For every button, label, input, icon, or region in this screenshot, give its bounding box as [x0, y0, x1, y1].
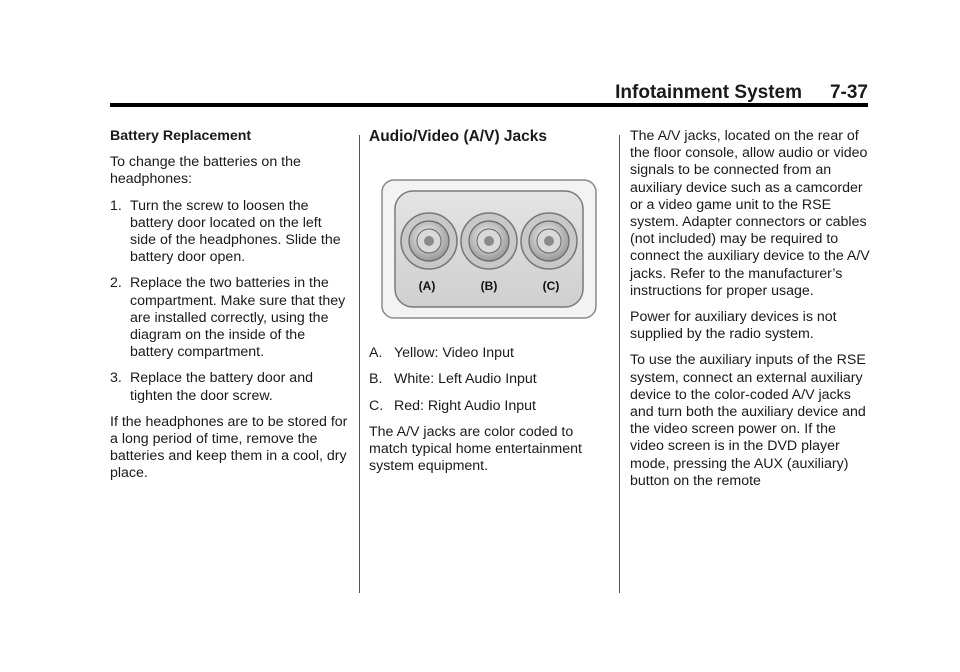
header-section-title: Infotainment System [615, 82, 802, 103]
closing-paragraph: If the headphones are to be stored for a long period of time, remove the batteries and keep them in a cool, dry place. [110, 413, 348, 482]
av-jacks-description: The A/V jacks, located on the rear of the floor console, allow audio or video signals to be connected from an auxiliary device such as a camcorder or a video game unit to the RSE system. Adapter connectors or cables (not included) may be required to connect the auxiliary device to the A/V jacks. Refer to the manufacturer’s instructions for proper usage. [630, 128, 870, 299]
header-page-number: 7-37 [829, 82, 868, 103]
legend-text: White: Left Audio Input [394, 371, 537, 388]
legend-text: Red: Right Audio Input [394, 397, 536, 414]
power-note: Power for auxiliary devices is not supplied by the radio system. [630, 309, 837, 343]
column-left [110, 128, 350, 492]
column-middle [369, 128, 607, 484]
step-item [110, 198, 350, 267]
step-text: Replace the two batteries in the compartment. Make sure that they are installed correctly, using the diagram on the inside of the battery compartment. [130, 275, 346, 361]
color-coded-paragraph: The A/V jacks are color coded to match typical home entertainment system equipment. [369, 423, 582, 475]
page-header [110, 82, 868, 104]
step-number: 3. [110, 370, 122, 387]
intro-paragraph: To change the batteries on the headphones: [110, 154, 301, 188]
jack-label-a: (A) [418, 279, 436, 294]
legend-label: A. [369, 345, 383, 362]
jack-label-b: (B) [480, 279, 498, 294]
jack-c-icon [521, 213, 577, 269]
jack-a-icon [401, 213, 457, 269]
legend-item [369, 371, 607, 388]
column-divider-right [619, 135, 620, 593]
aux-usage-paragraph: To use the auxiliary inputs of the RSE system, connect an external auxiliary device to the color-coded A/V jacks and turn both the auxiliary device and the video screen power on. If the video screen is in the DVD player mode, pressing the AUX (auxiliary) button on the remote [630, 352, 866, 489]
legend-item [369, 345, 607, 362]
jack-legend-list [369, 345, 607, 415]
legend-label: B. [369, 371, 383, 388]
jack-b-icon [461, 213, 517, 269]
av-jacks-figure [381, 179, 597, 319]
step-item [110, 275, 350, 361]
step-text: Replace the battery door and tighten the door screw. [130, 370, 313, 404]
header-rule [110, 103, 868, 107]
column-right [630, 128, 870, 499]
subheading-battery-replacement: Battery Replacement [110, 128, 252, 144]
steps-list [110, 198, 350, 405]
av-jacks-illustration [381, 179, 597, 319]
jack-label-c: (C) [542, 279, 560, 294]
legend-text: Yellow: Video Input [394, 345, 514, 362]
step-number: 1. [110, 197, 122, 214]
column-divider-left [359, 135, 360, 593]
legend-label: C. [369, 397, 384, 414]
legend-item [369, 398, 607, 415]
step-number: 2. [110, 275, 122, 292]
section-heading-av-jacks: Audio/Video (A/V) Jacks [369, 128, 548, 145]
step-item [110, 370, 350, 404]
step-text: Turn the screw to loosen the battery door located on the left side of the headphones. Slide the battery door open. [130, 197, 341, 266]
